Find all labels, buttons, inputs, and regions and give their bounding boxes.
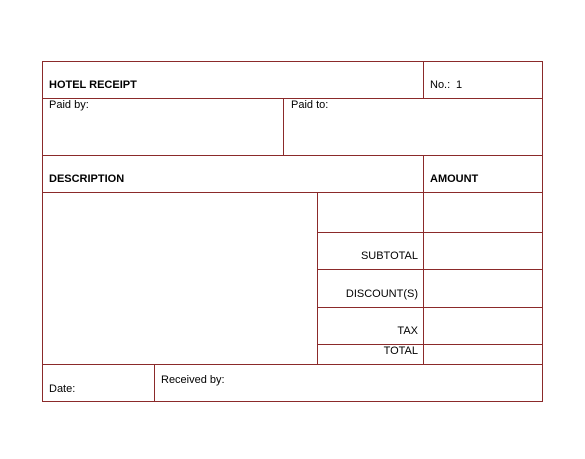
paid-to-label: Paid to: xyxy=(291,99,329,111)
discount-label: DISCOUNT(S) xyxy=(345,288,418,300)
received-by-label: Received by: xyxy=(161,374,225,386)
divider-line1 xyxy=(317,232,543,233)
divider-header-row xyxy=(42,192,543,193)
paid-by-label: Paid by: xyxy=(49,99,89,111)
receipt-number-value: 1 xyxy=(456,79,463,91)
total-label: TOTAL xyxy=(383,345,418,357)
divider-number-col xyxy=(423,61,424,98)
amount-header: AMOUNT xyxy=(430,173,479,185)
divider-subtotal xyxy=(317,269,543,270)
divider-paid-col xyxy=(283,98,284,155)
date-label: Date: xyxy=(49,383,76,395)
divider-total xyxy=(42,364,543,365)
receipt-number-label: No.: xyxy=(430,79,451,91)
divider-paid-row xyxy=(42,155,543,156)
receipt-title: HOTEL RECEIPT xyxy=(49,79,137,91)
subtotal-label: SUBTOTAL xyxy=(360,250,418,262)
divider-discount xyxy=(317,307,543,308)
divider-tax xyxy=(317,344,543,345)
divider-label-col xyxy=(317,192,318,364)
divider-amount-col xyxy=(423,155,424,364)
tax-label: TAX xyxy=(397,325,418,337)
description-header: DESCRIPTION xyxy=(49,173,125,185)
divider-date-col xyxy=(154,364,155,402)
